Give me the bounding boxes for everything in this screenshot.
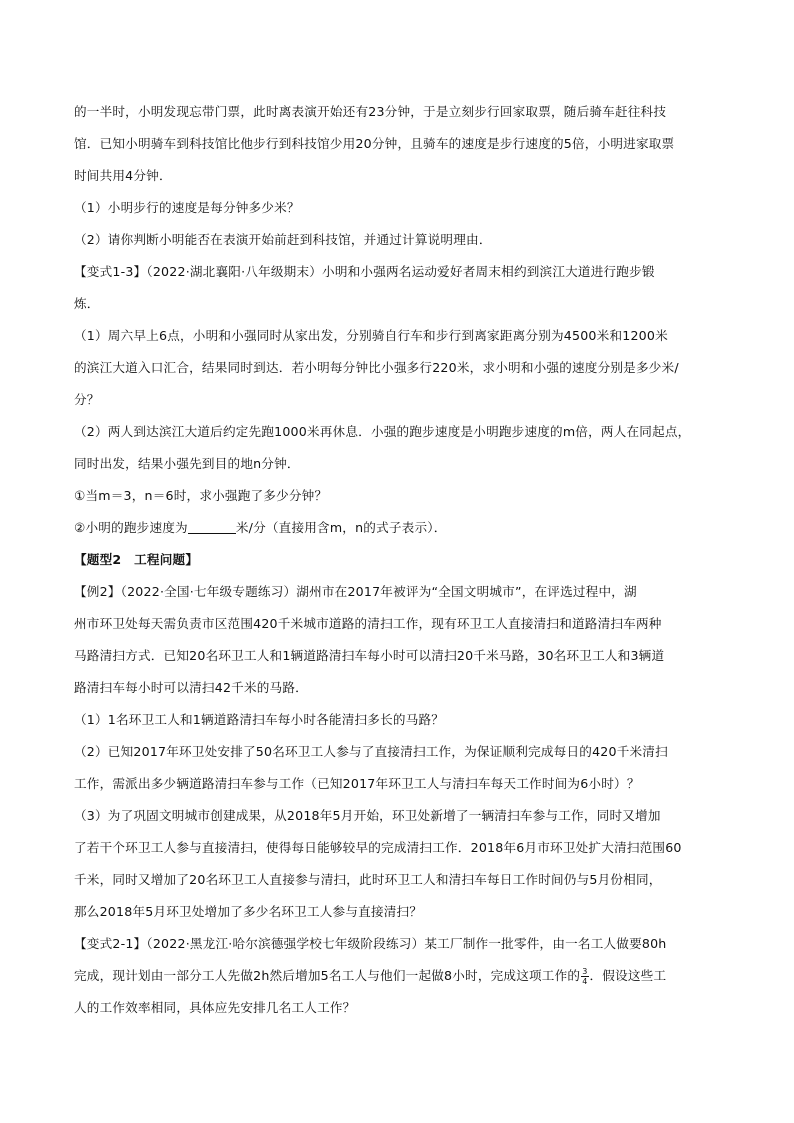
fraction-numerator: 3 xyxy=(582,967,588,976)
section-heading: 【题型2 工程问题】 xyxy=(74,552,199,567)
text-line: 千米，同时又增加了20名环卫工人直接参与清扫，此时环卫工人和清扫车每日工作时间仍与5月份相同， xyxy=(74,872,662,887)
text-line xyxy=(74,960,722,992)
text-line: （1）周六早上6点，小明和小强同时从家出发，分别骑自行车和步行到离家距离分别为4500米和1200米 xyxy=(74,328,668,343)
text-span: ．假设这些工 xyxy=(589,968,667,983)
text-line: 马路清扫方式．已知20名环卫工人和1辆道路清扫车每小时可以清扫20千米马路，30名环卫工人和3辆道 xyxy=(74,648,665,663)
text-line: 分？ xyxy=(74,392,100,407)
answer-blank[interactable] xyxy=(188,519,236,534)
question-1: （1）1名环卫工人和1辆道路清扫车每小时各能清扫多长的马路？ xyxy=(74,712,445,727)
text-line: 的一半时，小明发现忘带门票，此时离表演开始还有23分钟，于是立刻步行回家取票，随后骑车赶往科技 xyxy=(74,104,667,119)
variant-2-1-heading: 【变式2-1】（2022·黑龙江·哈尔滨德强学校七年级阶段练习）某工厂制作一批零件，由一名工人做要80h xyxy=(74,936,667,951)
text-line: 州市环卫处每天需负责市区范围420千米城市道路的清扫工作，现有环卫工人直接清扫和道路清扫车两种 xyxy=(74,616,662,631)
text-span: ②小明的跑步速度为 xyxy=(74,520,188,535)
variant-1-3-heading: 【变式1-3】（2022·湖北襄阳·八年级期末）小明和小强两名运动爱好者周末相约到滨江大道进行跑步锻 xyxy=(74,264,655,279)
text-line: 同时出发，结果小强先到目的地n分钟． xyxy=(74,456,300,471)
text-line: （2）两人到达滨江大道后约定先跑1000米再休息．小强的跑步速度是小明跑步速度的m倍，两人在同起点， xyxy=(74,424,691,439)
example-2-heading: 【例2】（2022·全国·七年级专题练习）湖州市在2017年被评为“全国文明城市”，在评选过程中，湖 xyxy=(74,584,637,599)
text-line: 了若干个环卫工人参与直接清扫，使得每日能够较早的完成清扫工作．2018年6月市环卫处扩大清扫范围60 xyxy=(74,840,682,855)
question-2: （2）请你判断小明能否在表演开始前赶到科技馆，并通过计算说明理由． xyxy=(74,232,492,247)
text-line: 馆．已知小明骑车到科技馆比他步行到科技馆少用20分钟，且骑车的速度是步行速度的5倍，小明进家取票 xyxy=(74,136,675,151)
question-1: （1）小明步行的速度是每分钟多少米？ xyxy=(74,200,300,215)
sub-question-1: ①当m＝3，n＝6时，求小强跑了多少分钟？ xyxy=(74,488,328,503)
text-span: 米/分（直接用含m，n的式子表示）． xyxy=(235,520,447,535)
text-line: 时间共用4分钟． xyxy=(74,168,172,183)
text-line: 路清扫车每小时可以清扫42千米的马路． xyxy=(74,680,308,695)
question-2: （2）已知2017年环卫处安排了50名环卫工人参与了直接清扫工作，为保证顺利完成每日的420千米清扫 xyxy=(74,744,668,759)
document-body xyxy=(74,96,722,1024)
text-line: 的滨江大道入口汇合，结果同时到达．若小明每分钟比小强多行220米，求小明和小强的速度分别是多少米/ xyxy=(74,360,679,375)
question-3: （3）为了巩固文明城市创建成果，从2018年5月开始，环卫处新增了一辆清扫车参与工作，同时又增加 xyxy=(74,808,661,823)
text-line: 炼． xyxy=(74,296,100,311)
text-line: 人的工作效率相同，具体应先安排几名工人工作？ xyxy=(74,1000,356,1015)
text-line: 工作，需派出多少辆道路清扫车参与工作（已知2017年环卫工人与清扫车每天工作时间为6小时）？ xyxy=(74,776,640,791)
fraction xyxy=(581,967,588,986)
text-span: 完成，现计划由一部分工人先做2h然后增加5名工人与他们一起做8小时，完成这项工作的 xyxy=(74,968,581,983)
text-line: 那么2018年5月环卫处增加了多少名环卫工人参与直接清扫？ xyxy=(74,904,423,919)
sub-question-2 xyxy=(74,512,722,544)
fraction-denominator: 4 xyxy=(582,977,588,986)
